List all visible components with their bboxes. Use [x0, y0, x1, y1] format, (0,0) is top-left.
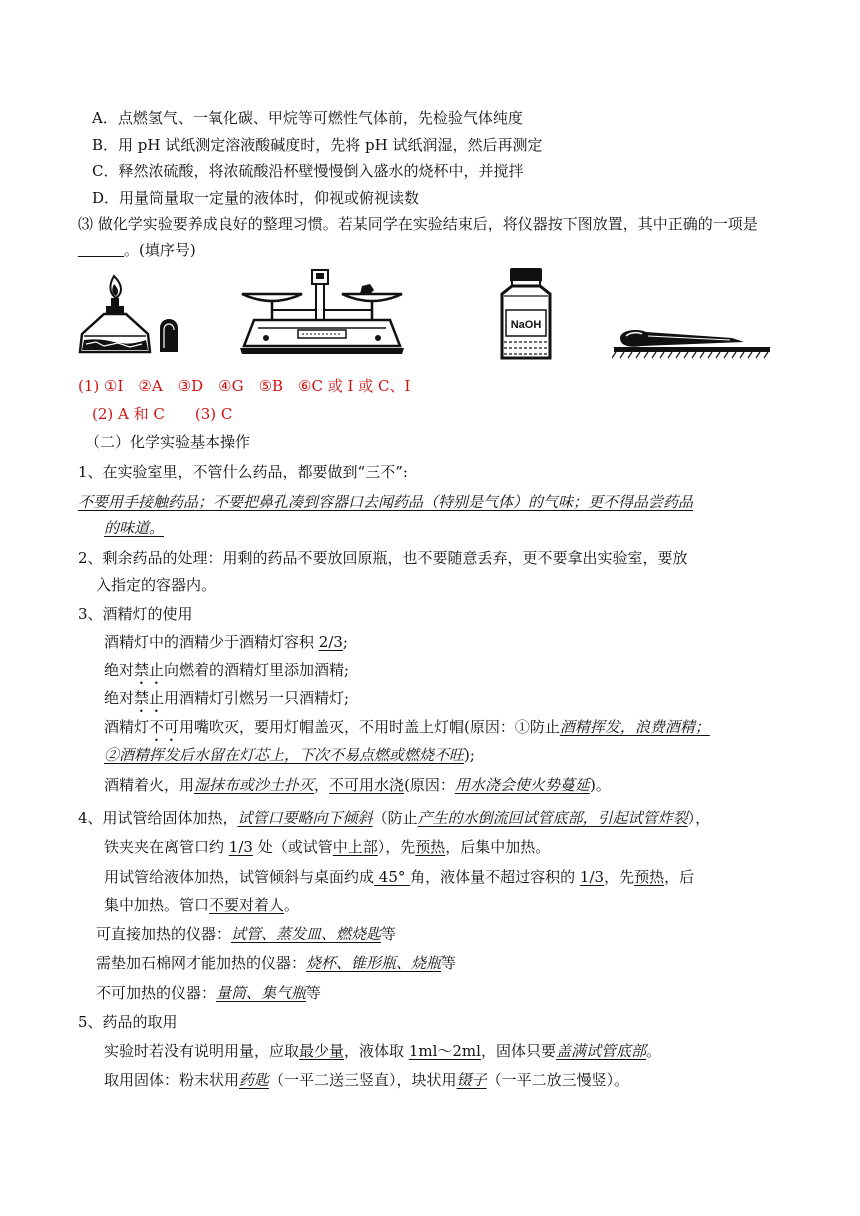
- lamp-rule-5: 酒精着火，用湿抹布或沙土扑灭，不可用水浇(原因：用水浇会使火势蔓延)。: [104, 776, 611, 794]
- gauze-heat-instruments: 需垫加石棉网才能加热的仪器：烧杯、锥形瓶、烧瓶等: [96, 954, 457, 972]
- direct-heat-instruments: 可直接加热的仪器：试管、蒸发皿、燃烧匙等: [96, 925, 397, 943]
- point-1-rules-end: 的味道。: [104, 519, 165, 537]
- option-a: A．点燃氢气、一氧化碳、甲烷等可燃性气体前，先检验气体纯度: [92, 109, 523, 127]
- bottle-label: NaOH: [510, 319, 542, 331]
- naoh-bottle-figure: [496, 266, 556, 360]
- point-5-line-2: 取用固体：粉末状用药匙（一平二送三竖直），块状用镊子（一平二放三慢竖）。: [104, 1071, 630, 1089]
- answers-line-1: (1) ①I ②A ③D ④G ⑤B ⑥C 或 I 或 C、I: [78, 377, 411, 395]
- point-4: 4、用试管给固体加热，试管口要略向下倾斜（防止产生的水倒流回试管底部，引起试管炸裂），: [78, 809, 711, 827]
- dropper-on-table-figure: [612, 320, 772, 360]
- option-d: D．用量筒量取一定量的液体时，仰视或俯视读数: [92, 189, 420, 207]
- non-heat-instruments: 不可加热的仪器：量筒、集气瓶等: [96, 984, 322, 1002]
- point-4-line-2: 铁夹夹在离管口约 1/3 处（或试管中上部），先预热，后集中加热。: [104, 838, 551, 856]
- section-title: （二）化学实验基本操作: [85, 433, 251, 451]
- answer-blank: [78, 242, 124, 257]
- balance-scale-figure: [238, 268, 418, 356]
- alcohol-lamp-figure: [74, 268, 204, 360]
- point-2-cont: 入指定的容器内。: [96, 576, 217, 594]
- answers-line-2: (2) A 和 C (3) C: [92, 405, 233, 423]
- question-3-line2: 。(填序号): [78, 240, 196, 260]
- point-5: 5、药品的取用: [78, 1013, 178, 1031]
- option-b: B．用 pH 试纸测定溶液酸碱度时，先将 pH 试纸润湿，然后再测定: [92, 136, 543, 154]
- lamp-rule-2: 绝对禁止向燃着的酒精灯里添加酒精;: [104, 661, 350, 679]
- lamp-rule-4-cont: ②酒精挥发后水留在灯芯上，下次不易点燃或燃烧不旺);: [104, 746, 475, 764]
- point-2: 2、剩余药品的处理：用剩的药品不要放回原瓶，也不要随意丢弃，更不要拿出实验室，要放: [78, 549, 688, 567]
- point-3: 3、酒精灯的使用: [78, 605, 193, 623]
- question-3-text: ⑶ 做化学实验要养成良好的整理习惯。若某同学在实验结束后，将仪器按下图放置，其中正确的一项是: [78, 215, 758, 233]
- lamp-rule-1: 酒精灯中的酒精少于酒精灯容积 2/3;: [104, 633, 348, 651]
- point-4-line-4: 集中加热。管口不要对着人。: [104, 896, 300, 914]
- lamp-rule-3: 绝对禁止用酒精灯引燃另一只酒精灯;: [104, 689, 350, 707]
- option-c: C．释然浓硫酸，将浓硫酸沿杯壁慢慢倒入盛水的烧杯中，并搅拌: [92, 162, 524, 180]
- point-1-rules: 不要用手接触药品；不要把鼻孔凑到容器口去闻药品（特别是气体）的气味；更不得品尝药品: [78, 493, 694, 511]
- point-1: 1、在实验室里，不管什么药品，都要做到“三不”:: [78, 463, 408, 481]
- point-4-line-3: 用试管给液体加热，试管倾斜与桌面约成 45° 角，液体量不超过容积的 1/3，先预热，后: [104, 868, 695, 886]
- lamp-rule-4: 酒精灯不可用嘴吹灭，要用灯帽盖灭，不用时盖上灯帽(原因：①防止酒精挥发，浪费酒精；: [104, 718, 710, 736]
- point-5-line-1: 实验时若没有说明用量，应取最少量，液体取 1ml～2ml，固体只要盖满试管底部。: [104, 1042, 661, 1060]
